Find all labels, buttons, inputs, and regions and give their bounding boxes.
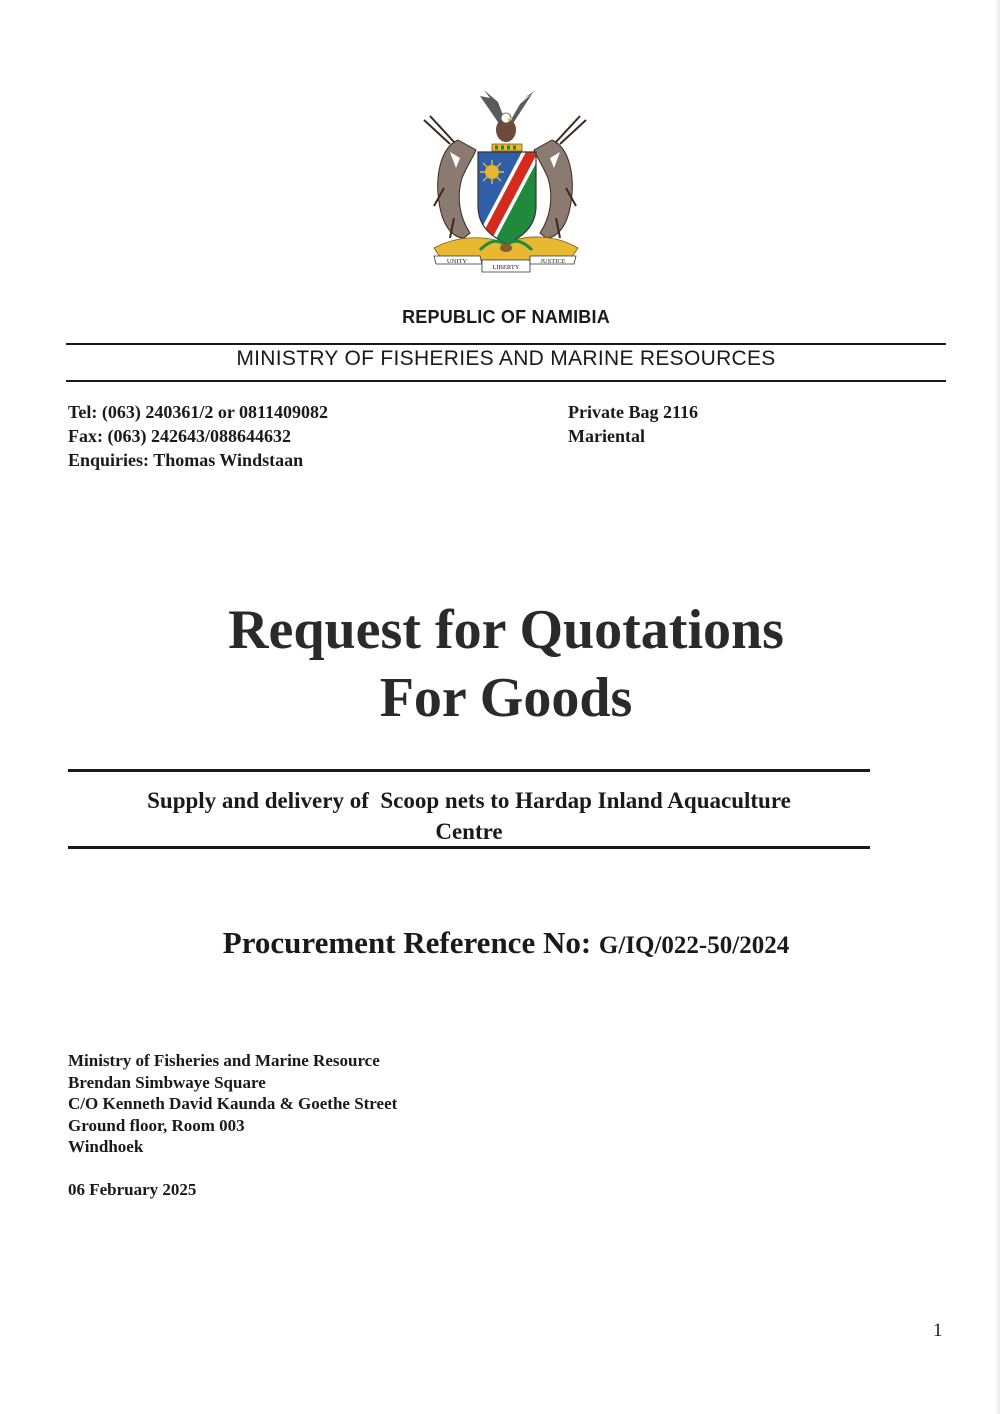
procurement-number: G/IQ/022-50/2024	[598, 932, 790, 959]
contact-details-left	[68, 400, 328, 472]
document-title	[0, 596, 1000, 732]
address-line: C/O Kenneth David Kaunda & Goethe Street	[68, 1094, 398, 1113]
procurement-label: Procurement Reference No:	[222, 925, 599, 960]
procurement-reference	[0, 925, 1000, 961]
eagle-icon	[480, 90, 536, 142]
namibia-coat-of-arms-icon	[420, 88, 590, 283]
title-line-2: For Goods	[379, 667, 633, 729]
document-date: 06 February 2025	[68, 1180, 197, 1199]
ministry-address	[68, 1050, 397, 1158]
motto-liberty: LIBERTY	[492, 264, 520, 271]
address-line: Ministry of Fisheries and Marine Resource	[68, 1051, 380, 1070]
motto-unity: UNITY	[446, 258, 468, 265]
title-line-1: Request for Quotations	[228, 599, 784, 661]
page-number: 1	[933, 1320, 943, 1341]
header-bottom-rule	[66, 380, 946, 382]
address-line: Windhoek	[68, 1137, 144, 1156]
motto-justice: JUSTICE	[540, 258, 566, 265]
fax-line: Fax: (063) 242643/088644632	[68, 426, 291, 446]
telephone-line: Tel: (063) 240361/2 or 0811409082	[68, 402, 328, 422]
republic-heading: REPUBLIC OF NAMIBIA	[402, 307, 610, 327]
subject-top-rule	[68, 769, 870, 772]
oryx-left-icon	[424, 116, 476, 238]
subject-line-2: Centre	[435, 819, 503, 844]
address-line: Brendan Simbwaye Square	[68, 1072, 266, 1092]
contact-details-right	[568, 400, 698, 448]
postal-address-line: Private Bag 2116	[568, 402, 698, 422]
subject-line-1: Supply and delivery of Scoop nets to Hardap Inland Aquaculture	[147, 788, 791, 813]
header-top-rule	[66, 343, 946, 345]
town-line: Mariental	[568, 426, 645, 446]
enquiries-line: Enquiries: Thomas Windstaan	[68, 450, 304, 470]
address-line: Ground floor, Room 003	[68, 1115, 245, 1135]
shield-icon	[470, 148, 544, 250]
subject-text	[68, 785, 870, 847]
ministry-heading: MINISTRY OF FISHERIES AND MARINE RESOURCES	[236, 347, 776, 370]
subject-bottom-rule	[68, 846, 870, 849]
oryx-right-icon	[534, 116, 586, 238]
